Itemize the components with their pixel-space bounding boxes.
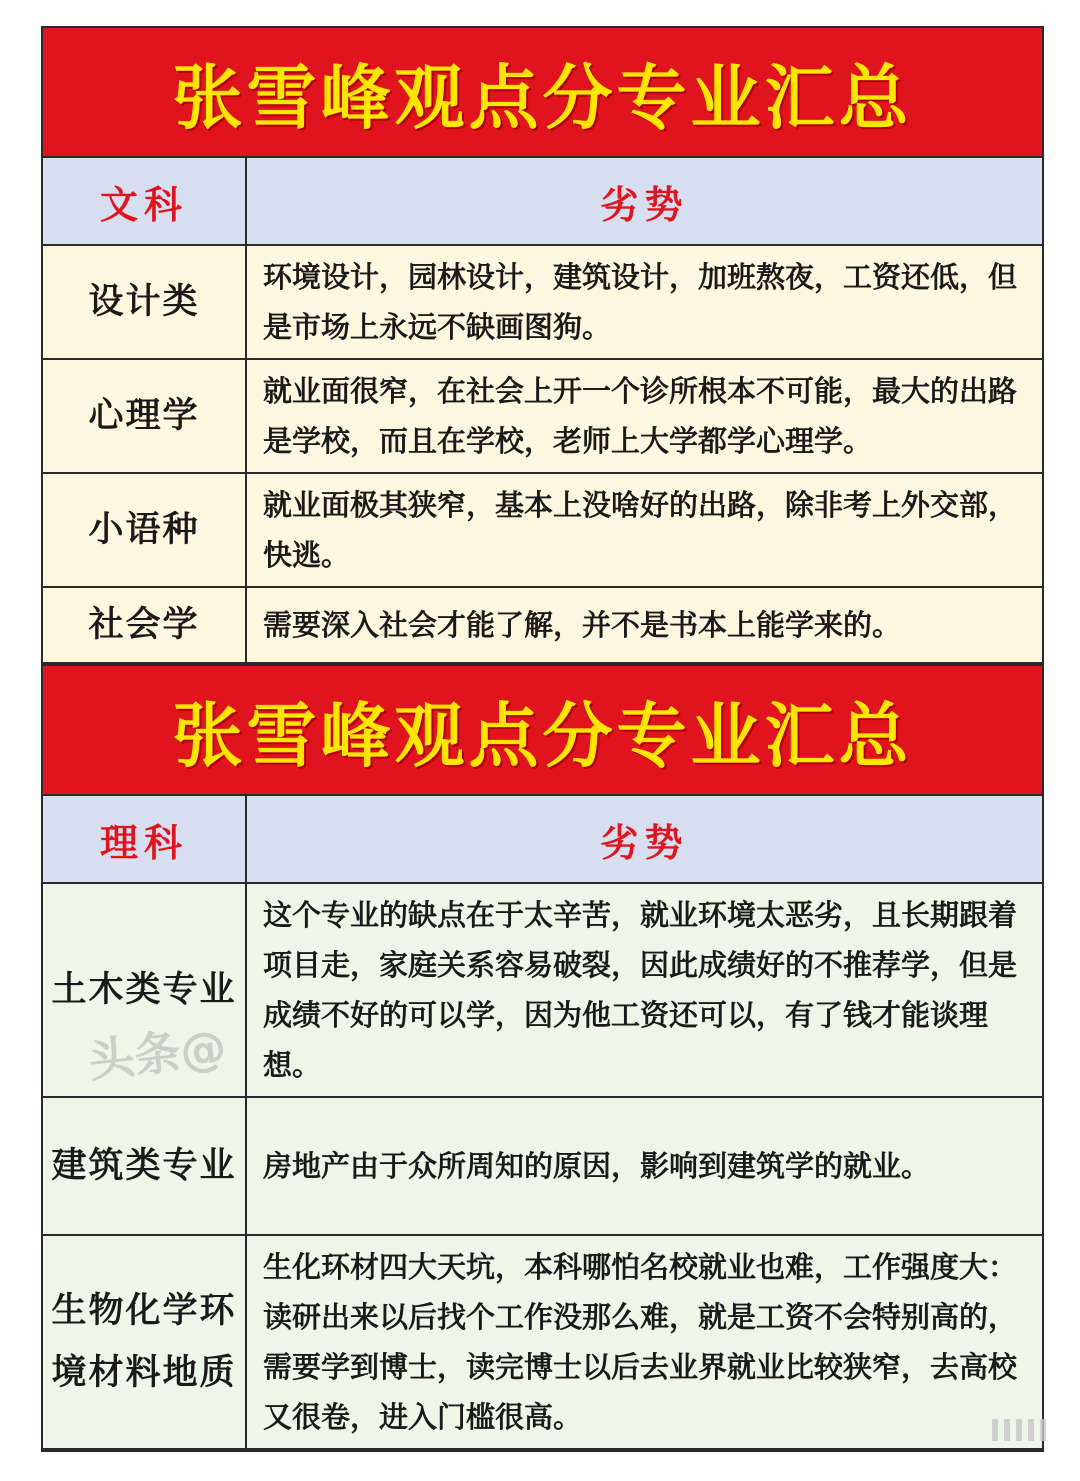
row-text: 就业面很窄，在社会上开一个诊所根本不可能，最大的出路是学校，而且在学校，老师上大学都学心理学。 [246, 359, 1042, 473]
row-category: 设计类 [43, 245, 246, 359]
science-banner [43, 664, 1042, 796]
science-header-category: 理科 [43, 796, 246, 883]
summary-sheet [41, 26, 1044, 1452]
science-header-weakness: 劣势 [246, 796, 1042, 883]
row-text: 房地产由于众所周知的原因，影响到建筑学的就业。 [246, 1097, 1042, 1235]
row-text: 生化环材四大天坑，本科哪怕名校就业也难，工作强度大：读研出来以后找个工作没那么难，就是工资不会特别高的，需要学到博士，读完博士以后去业界就业比较狭窄，去高校又很卷，进入门槛很高。 [246, 1235, 1042, 1449]
row-category: 生物化学环境材料地质 [43, 1235, 246, 1449]
arts-header-row [43, 158, 1042, 245]
row-text: 环境设计，园林设计，建筑设计，加班熬夜，工资还低，但是市场上永远不缺画图狗。 [246, 245, 1042, 359]
science-banner-title: 张雪峰观点分专业汇总 [172, 694, 913, 777]
table-row [43, 1235, 1042, 1449]
row-category: 土木类专业 [43, 883, 246, 1097]
arts-banner-title: 张雪峰观点分专业汇总 [172, 56, 913, 139]
arts-section [43, 28, 1042, 664]
table-row [43, 359, 1042, 473]
science-header-row [43, 796, 1042, 883]
table-row [43, 1097, 1042, 1235]
table-row [43, 473, 1042, 587]
row-category: 小语种 [43, 473, 246, 587]
arts-banner [43, 28, 1042, 158]
corner-bars-icon [992, 1419, 1046, 1441]
table-row [43, 245, 1042, 359]
arts-header-category: 文科 [43, 158, 246, 245]
row-text: 需要深入社会才能了解，并不是书本上能学来的。 [246, 587, 1042, 663]
science-table [43, 796, 1042, 1450]
row-category: 社会学 [43, 587, 246, 663]
row-category: 心理学 [43, 359, 246, 473]
row-text: 这个专业的缺点在于太辛苦，就业环境太恶劣，且长期跟着项目走，家庭关系容易破裂，因此成绩好的不推荐学，但是成绩不好的可以学，因为他工资还可以，有了钱才能谈理想。 [246, 883, 1042, 1097]
watermark-text: 头条@ [85, 1019, 229, 1089]
row-category: 建筑类专业 [43, 1097, 246, 1235]
table-row [43, 587, 1042, 663]
arts-table [43, 158, 1042, 664]
arts-header-weakness: 劣势 [246, 158, 1042, 245]
row-text: 就业面极其狭窄，基本上没啥好的出路，除非考上外交部，快逃。 [246, 473, 1042, 587]
